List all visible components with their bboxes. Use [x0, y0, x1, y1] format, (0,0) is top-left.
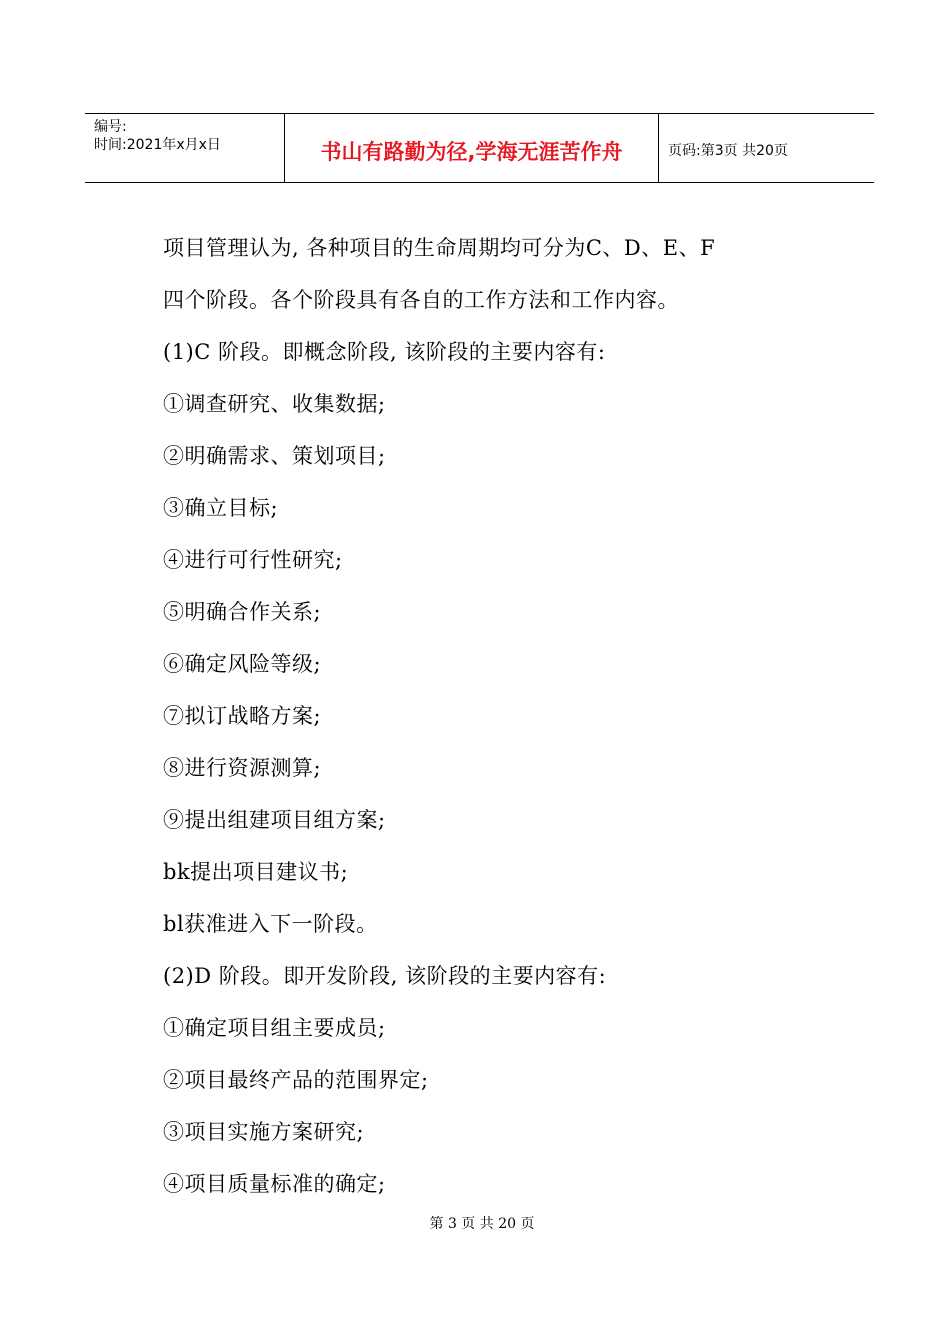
list-item: bk提出项目建议书;	[163, 860, 349, 884]
list-item: ④进行可行性研究;	[163, 548, 343, 572]
list-item: ④项目质量标准的确定;	[163, 1172, 386, 1196]
list-item: ⑧进行资源测算;	[163, 756, 322, 780]
header-motto: 书山有路勤为径,学海无涯苦作舟	[320, 140, 623, 164]
page-footer: 第 3 页 共 20 页	[429, 1216, 535, 1232]
document-body	[163, 222, 803, 1210]
list-item: bl获准进入下一阶段。	[163, 912, 378, 936]
document-header	[85, 113, 874, 183]
list-item: ⑦拟订战略方案;	[163, 704, 322, 728]
document-date: 时间:2021年x月x日	[94, 137, 221, 153]
list-item: ③确立目标;	[163, 496, 279, 520]
list-item: ②明确需求、策划项目;	[163, 444, 386, 468]
list-item: ⑥确定风险等级;	[163, 652, 322, 676]
list-item: ②项目最终产品的范围界定;	[163, 1068, 429, 1092]
list-item: ⑨提出组建项目组方案;	[163, 808, 386, 832]
header-motto-cell	[285, 114, 659, 182]
document-number-label: 编号:	[94, 119, 127, 135]
header-meta-cell	[85, 114, 285, 182]
body-paragraph: 项目管理认为, 各种项目的生命周期均可分为C、D、E、F	[163, 236, 716, 260]
header-page-cell	[659, 114, 874, 182]
list-item: ①确定项目组主要成员;	[163, 1016, 386, 1040]
list-item: ①调查研究、收集数据;	[163, 392, 386, 416]
section-heading: (2)D 阶段。即开发阶段, 该阶段的主要内容有:	[163, 964, 607, 988]
list-item: ⑤明确合作关系;	[163, 600, 322, 624]
body-paragraph: 四个阶段。各个阶段具有各自的工作方法和工作内容。	[163, 288, 679, 312]
section-heading: (1)C 阶段。即概念阶段, 该阶段的主要内容有:	[163, 340, 606, 364]
header-page-code: 页码:第3页 共20页	[668, 143, 788, 159]
list-item: ③项目实施方案研究;	[163, 1120, 365, 1144]
